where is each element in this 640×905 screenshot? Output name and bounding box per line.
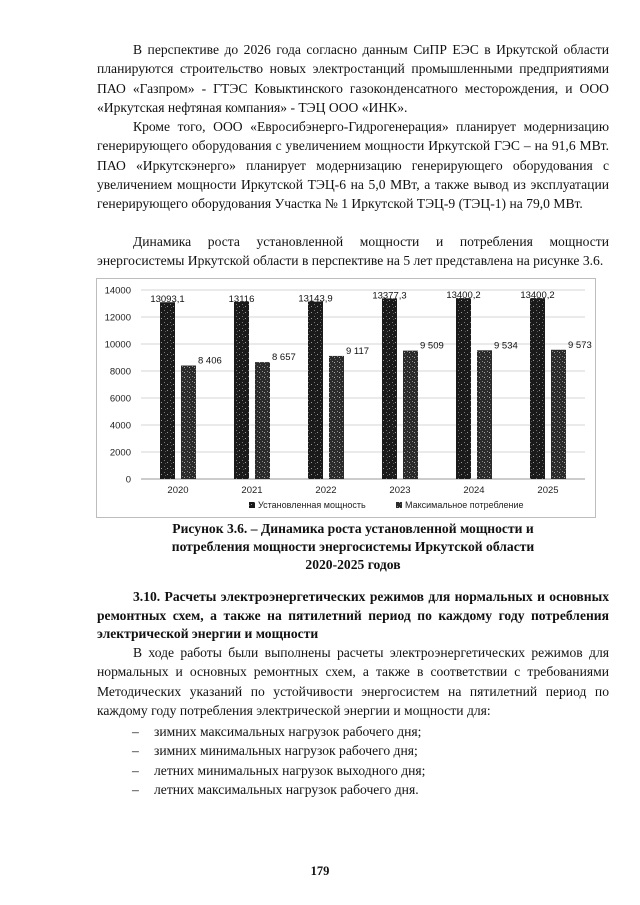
data-label: 13377,3 [372,290,407,302]
list-marker: – [132,781,139,797]
data-label: 9 573 [568,339,592,351]
data-label: 13093,1 [150,294,185,306]
list-item [132,722,425,741]
paragraph-modernization: Кроме того, ООО «Евросибэнерго-Гидрогенерация» планирует модернизацию генерирующего оборудования с увеличением мощности Иркутской ГЭС – на 91,6 МВт. ПАО «Иркутскэнерго» планирует модернизацию генерирующего оборудования с увеличением мощности Иркутской ТЭЦ-6 на 5,0 МВт, а также вывод из эксплуатации генерирующего оборудования Участка № 1 Иркутской ТЭЦ-9 (ТЭЦ-1) на 79,0 МВт. [97,119,609,212]
chart-x-ticks [167,485,558,496]
data-label: 13116 [228,293,255,305]
list-marker: – [132,762,139,778]
legend-label: Установленная мощность [258,500,366,510]
list-item [132,780,425,799]
list-item-text: летних минимальных нагрузок выходного дня; [154,762,426,778]
bar-max-consumption [403,351,418,479]
list-item [132,761,425,780]
bar-installed-capacity [530,298,545,479]
y-tick-label: 12000 [104,312,131,324]
regime-list [132,722,425,799]
caption-line-1: Рисунок 3.6. – Динамика роста установленной мощности и [172,521,534,536]
x-tick-label: 2023 [389,485,411,496]
x-tick-label: 2022 [315,485,337,496]
chart-svg [97,279,595,517]
y-tick-label: 6000 [109,393,131,405]
bar-installed-capacity [456,298,471,479]
data-label: 9 117 [346,345,370,357]
chart-gridlines [141,290,585,479]
bar-installed-capacity [308,302,323,479]
data-label: 13143,9 [298,293,333,305]
data-label: 9 534 [494,340,518,352]
bar-max-consumption [255,362,270,479]
caption-line-2: потребления мощности энергосистемы Иркутской области [171,539,535,554]
bar-max-consumption [329,356,344,479]
chart-y-ticks [105,286,131,486]
section-heading-3-10: 3.10. Расчеты электроэнергетических режимов для нормальных и основных ремонтных схем, а также на пятилетний период по каждому году потребления электрической энергии и мощности [97,589,609,641]
data-label: 13400,2 [446,290,481,302]
x-tick-label: 2020 [167,485,189,496]
list-item-text: зимних максимальных нагрузок рабочего дня; [154,724,422,739]
y-tick-label: 0 [125,474,131,486]
data-label: 13400,2 [520,290,555,302]
y-tick-label: 10000 [104,339,131,351]
bar-installed-capacity [382,298,397,479]
x-tick-label: 2024 [463,485,485,496]
bar-max-consumption [181,366,196,479]
data-label: 8 657 [272,352,296,364]
legend-swatch [249,502,255,508]
list-item [132,741,425,760]
caption-line-3: 2020-2025 годов [305,557,401,572]
chart-bars [150,290,591,479]
legend-label: Максимальное потребление [405,500,524,510]
bar-installed-capacity [234,302,249,479]
data-label: 8 406 [198,355,222,367]
list-item-text: зимних минимальных нагрузок рабочего дня; [154,743,418,759]
legend-swatch [396,502,402,508]
bar-max-consumption [551,350,566,479]
paragraph-dynamics-intro: Динамика роста установленной мощности и потребления мощности энергосистемы Иркутской области в перспективе на 5 лет представлена на рисунке 3.6. [97,234,609,269]
chart-figure [96,278,596,518]
y-tick-label: 4000 [109,420,131,432]
figure-caption [97,520,609,574]
bar-max-consumption [477,350,492,479]
y-tick-label: 8000 [109,366,131,378]
list-marker: – [132,724,139,739]
data-label: 9 509 [420,340,444,352]
chart-legend [249,500,524,510]
y-tick-label: 14000 [104,285,131,297]
y-tick-label: 2000 [109,447,131,459]
paragraph-calculations: В ходе работы были выполнены расчеты электроэнергетических режимов для нормальных и основных ремонтных схем, а также в соответствии с требованиями Методических указаний по устойчивости энергосистем на пятилетний период по каждому году потребления электрической энергии и мощности для: [97,645,609,718]
page-number: 179 [310,864,330,878]
list-item-text: летних максимальных нагрузок рабочего дня. [154,781,419,797]
x-tick-label: 2025 [537,485,559,496]
paragraph-new-power-plants: В перспективе до 2026 года согласно данным СиПР ЕЭС в Иркутской области планируются строительство новых электростанций промышленными предприятиями ПАО «Газпром» - ГТЭС Ковыктинского газоконденсатного месторождения, и ООО «Иркутская нефтяная компания» - ТЭЦ ООО «ИНК». [97,42,609,115]
list-marker: – [132,743,139,759]
x-tick-label: 2021 [241,485,263,496]
bar-installed-capacity [160,302,175,479]
